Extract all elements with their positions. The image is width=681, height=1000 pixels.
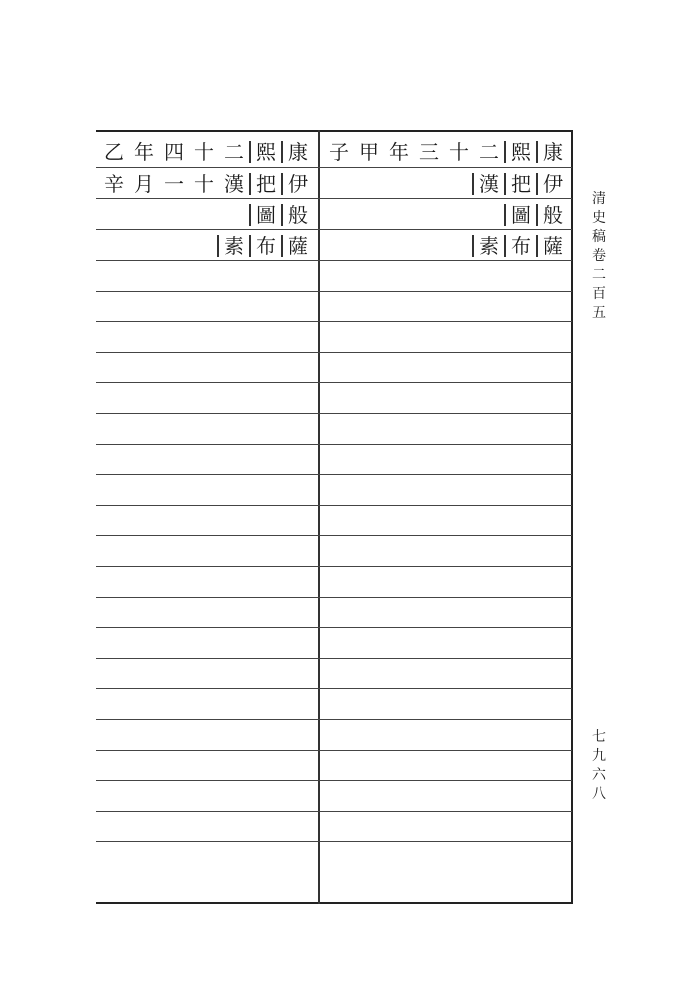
char: 素 xyxy=(217,235,249,257)
side-char: 卷 xyxy=(592,248,606,264)
char: 康 xyxy=(536,141,568,163)
row-rule xyxy=(96,688,572,689)
row-rule xyxy=(96,719,572,720)
char: 漢 xyxy=(472,173,504,195)
row-rule xyxy=(96,627,572,628)
left-row-4 xyxy=(217,235,313,257)
row-rule xyxy=(96,566,572,567)
char: 把 xyxy=(504,173,536,195)
char: 十 xyxy=(194,140,214,164)
row-rule xyxy=(96,382,572,383)
row-rule xyxy=(96,352,572,353)
side-char: 二 xyxy=(592,267,606,283)
char: 四 xyxy=(164,140,184,164)
row-rule xyxy=(96,841,572,842)
char: 布 xyxy=(249,235,281,257)
char: 伊 xyxy=(281,173,313,195)
right-row-4 xyxy=(472,235,568,257)
row-rule xyxy=(96,167,572,168)
char: 熙 xyxy=(504,141,536,163)
row-rule xyxy=(96,535,572,536)
char: 辛 xyxy=(104,172,124,196)
side-char: 五 xyxy=(592,305,606,321)
side-char: 八 xyxy=(592,786,606,802)
char: 般 xyxy=(281,204,313,226)
char: 薩 xyxy=(536,235,568,257)
row-rule xyxy=(96,597,572,598)
char: 三 xyxy=(419,140,439,164)
left-row-3 xyxy=(249,204,313,226)
left-row-2 xyxy=(99,173,313,195)
side-char: 九 xyxy=(592,748,606,764)
char: 十 xyxy=(449,140,469,164)
char: 一 xyxy=(164,172,184,196)
side-char: 稿 xyxy=(592,229,606,245)
right-row-2 xyxy=(472,173,568,195)
char: 薩 xyxy=(281,235,313,257)
page-number-label xyxy=(588,728,610,804)
side-char: 六 xyxy=(592,767,606,783)
char: 月 xyxy=(134,172,154,196)
row-rule xyxy=(96,260,572,261)
char: 伊 xyxy=(536,173,568,195)
side-char: 百 xyxy=(592,286,606,302)
row-rule xyxy=(96,321,572,322)
char: 般 xyxy=(536,204,568,226)
column-divider xyxy=(318,130,320,904)
char: 圖 xyxy=(249,204,281,226)
row-rule xyxy=(96,474,572,475)
left-row-1 xyxy=(99,141,313,163)
char: 漢 xyxy=(224,172,244,196)
row-rule xyxy=(96,811,572,812)
side-char: 史 xyxy=(592,210,606,226)
char: 年 xyxy=(389,140,409,164)
char: 二 xyxy=(224,140,244,164)
row-rule xyxy=(96,413,572,414)
char: 熙 xyxy=(249,141,281,163)
right-row-3 xyxy=(504,204,568,226)
row-rule xyxy=(96,229,572,230)
row-rule xyxy=(96,780,572,781)
char: 布 xyxy=(504,235,536,257)
side-char: 清 xyxy=(592,191,606,207)
char: 子 xyxy=(329,140,349,164)
side-char: 七 xyxy=(592,729,606,745)
char: 年 xyxy=(134,140,154,164)
row-rule xyxy=(96,658,572,659)
char: 康 xyxy=(281,141,313,163)
char: 把 xyxy=(249,173,281,195)
book-title-label xyxy=(588,190,610,323)
row-rule xyxy=(96,750,572,751)
char: 十 xyxy=(194,172,214,196)
char: 二 xyxy=(479,140,499,164)
row-rule xyxy=(96,198,572,199)
char: 素 xyxy=(472,235,504,257)
row-rule xyxy=(96,291,572,292)
char: 甲 xyxy=(359,140,379,164)
right-row-1 xyxy=(324,141,568,163)
row-rule xyxy=(96,505,572,506)
char: 圖 xyxy=(504,204,536,226)
row-rule xyxy=(96,444,572,445)
char: 乙 xyxy=(104,140,124,164)
